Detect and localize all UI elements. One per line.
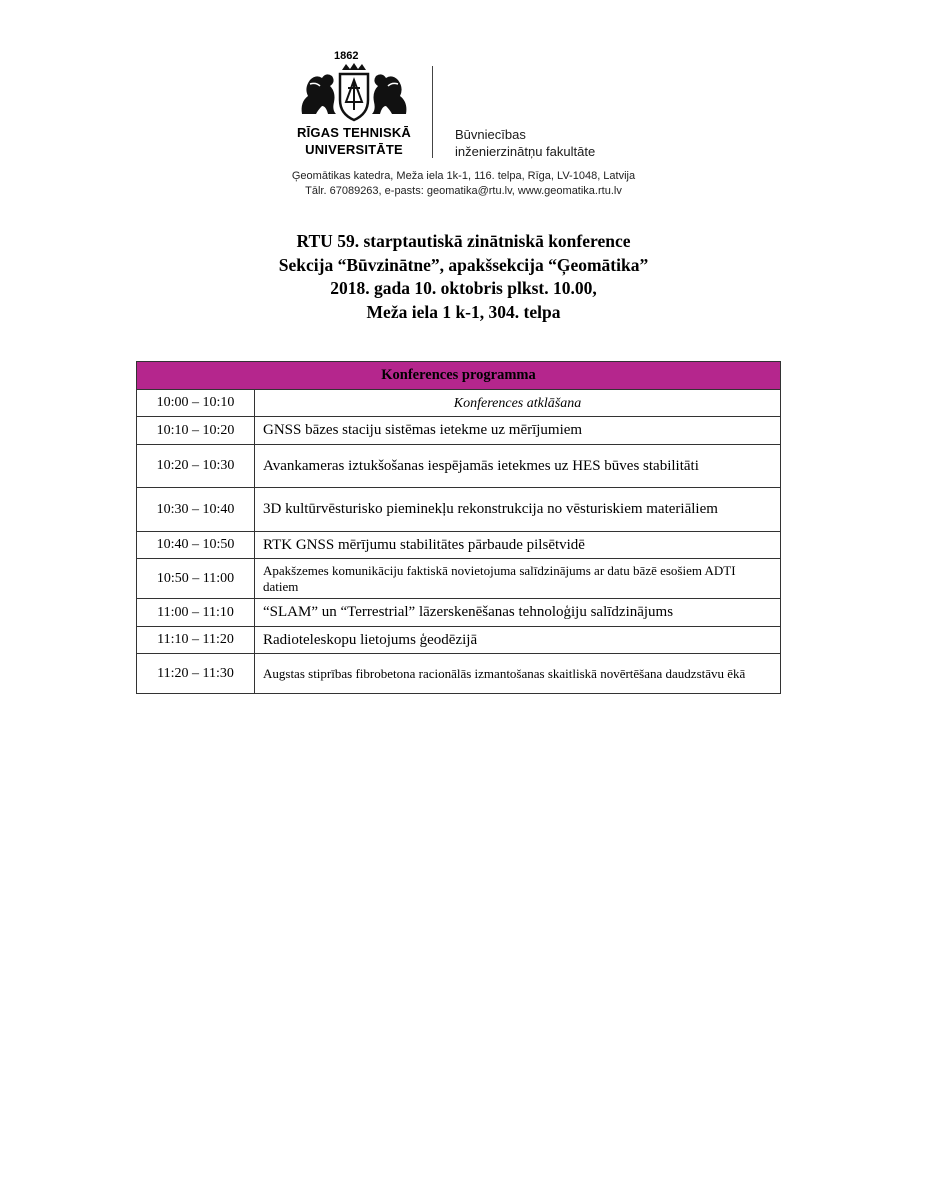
row-title: Apakšzemes komunikāciju faktiskā novietojuma salīdzinājums ar datu bāzē esošiem ADTI datiem <box>255 559 781 599</box>
row-title: Radioteleskopu lietojums ģeodēzijā <box>255 627 781 654</box>
table-row <box>137 627 781 654</box>
rtu-logo <box>292 48 442 160</box>
table-row <box>137 559 781 599</box>
university-line-2: UNIVERSITĀTE <box>305 142 403 157</box>
row-title: GNSS bāzes staciju sistēmas ietekme uz mērījumiem <box>255 417 781 445</box>
university-line-1: RĪGAS TEHNISKĀ <box>296 125 412 140</box>
table-row <box>137 599 781 627</box>
university-name <box>292 124 416 158</box>
row-title: RTK GNSS mērījumu stabilitātes pārbaude pilsētvidē <box>255 532 781 559</box>
faculty-line-1: Būvniecības <box>455 127 526 142</box>
row-time: 11:10 – 11:20 <box>137 627 255 654</box>
conference-date: 2018. gada 10. oktobris plkst. 10.00, <box>330 278 597 298</box>
row-title: Avankameras iztukšošanas iespējamās ietekmes uz HES būves stabilitāti <box>255 445 781 488</box>
contact-address: Ģeomātikas katedra, Meža iela 1k-1, 116. telpa, Rīga, LV-1048, Latvija <box>291 170 636 182</box>
conference-section: Sekcija “Būvzinātne”, apakšsekcija “Ģeomātika” <box>278 254 649 275</box>
program-table <box>136 361 781 694</box>
conference-headings <box>0 230 927 324</box>
row-title: Augstas stiprības fibrobetona racionālās izmantošanas skaitliskā novērtēšana daudzstāvu ēkā <box>255 654 781 694</box>
table-row <box>137 654 781 694</box>
table-row <box>137 532 781 559</box>
row-title: “SLAM” un “Terrestrial” lāzerskenēšanas tehnoloģiju salīdzinājums <box>255 599 781 627</box>
contact-phone-email: Tālr. 67089263, e-pasts: geomatika@rtu.lv, www.geomatika.rtu.lv <box>305 185 622 197</box>
program-header-row <box>137 362 781 390</box>
faculty-line-2: inženierzinātņu fakultāte <box>455 144 596 159</box>
row-time: 10:30 – 10:40 <box>137 488 255 532</box>
conference-title: RTU 59. starptautiskā zinātniskā konference <box>296 231 631 251</box>
table-row <box>137 417 781 445</box>
logo-year: 1862 <box>334 50 359 62</box>
contact-info <box>0 169 927 199</box>
row-time: 11:00 – 11:10 <box>137 599 255 627</box>
table-row <box>137 488 781 532</box>
row-time: 10:00 – 10:10 <box>137 390 255 417</box>
row-time: 11:20 – 11:30 <box>137 654 255 694</box>
row-time: 10:20 – 10:30 <box>137 445 255 488</box>
row-time: 10:50 – 11:00 <box>137 559 255 599</box>
logo-divider <box>432 66 433 158</box>
row-title: 3D kultūrvēsturisko pieminekļu rekonstrukcija no vēsturiskiem materiāliem <box>255 488 781 532</box>
table-row <box>137 390 781 417</box>
program-heading: Konferences programma <box>137 362 781 390</box>
row-time: 10:10 – 10:20 <box>137 417 255 445</box>
faculty-name <box>455 126 595 160</box>
row-title: Konferences atklāšana <box>255 390 781 417</box>
row-time: 10:40 – 10:50 <box>137 532 255 559</box>
crest-icon <box>296 62 412 122</box>
conference-place: Meža iela 1 k-1, 304. telpa <box>366 301 561 322</box>
table-row <box>137 445 781 488</box>
